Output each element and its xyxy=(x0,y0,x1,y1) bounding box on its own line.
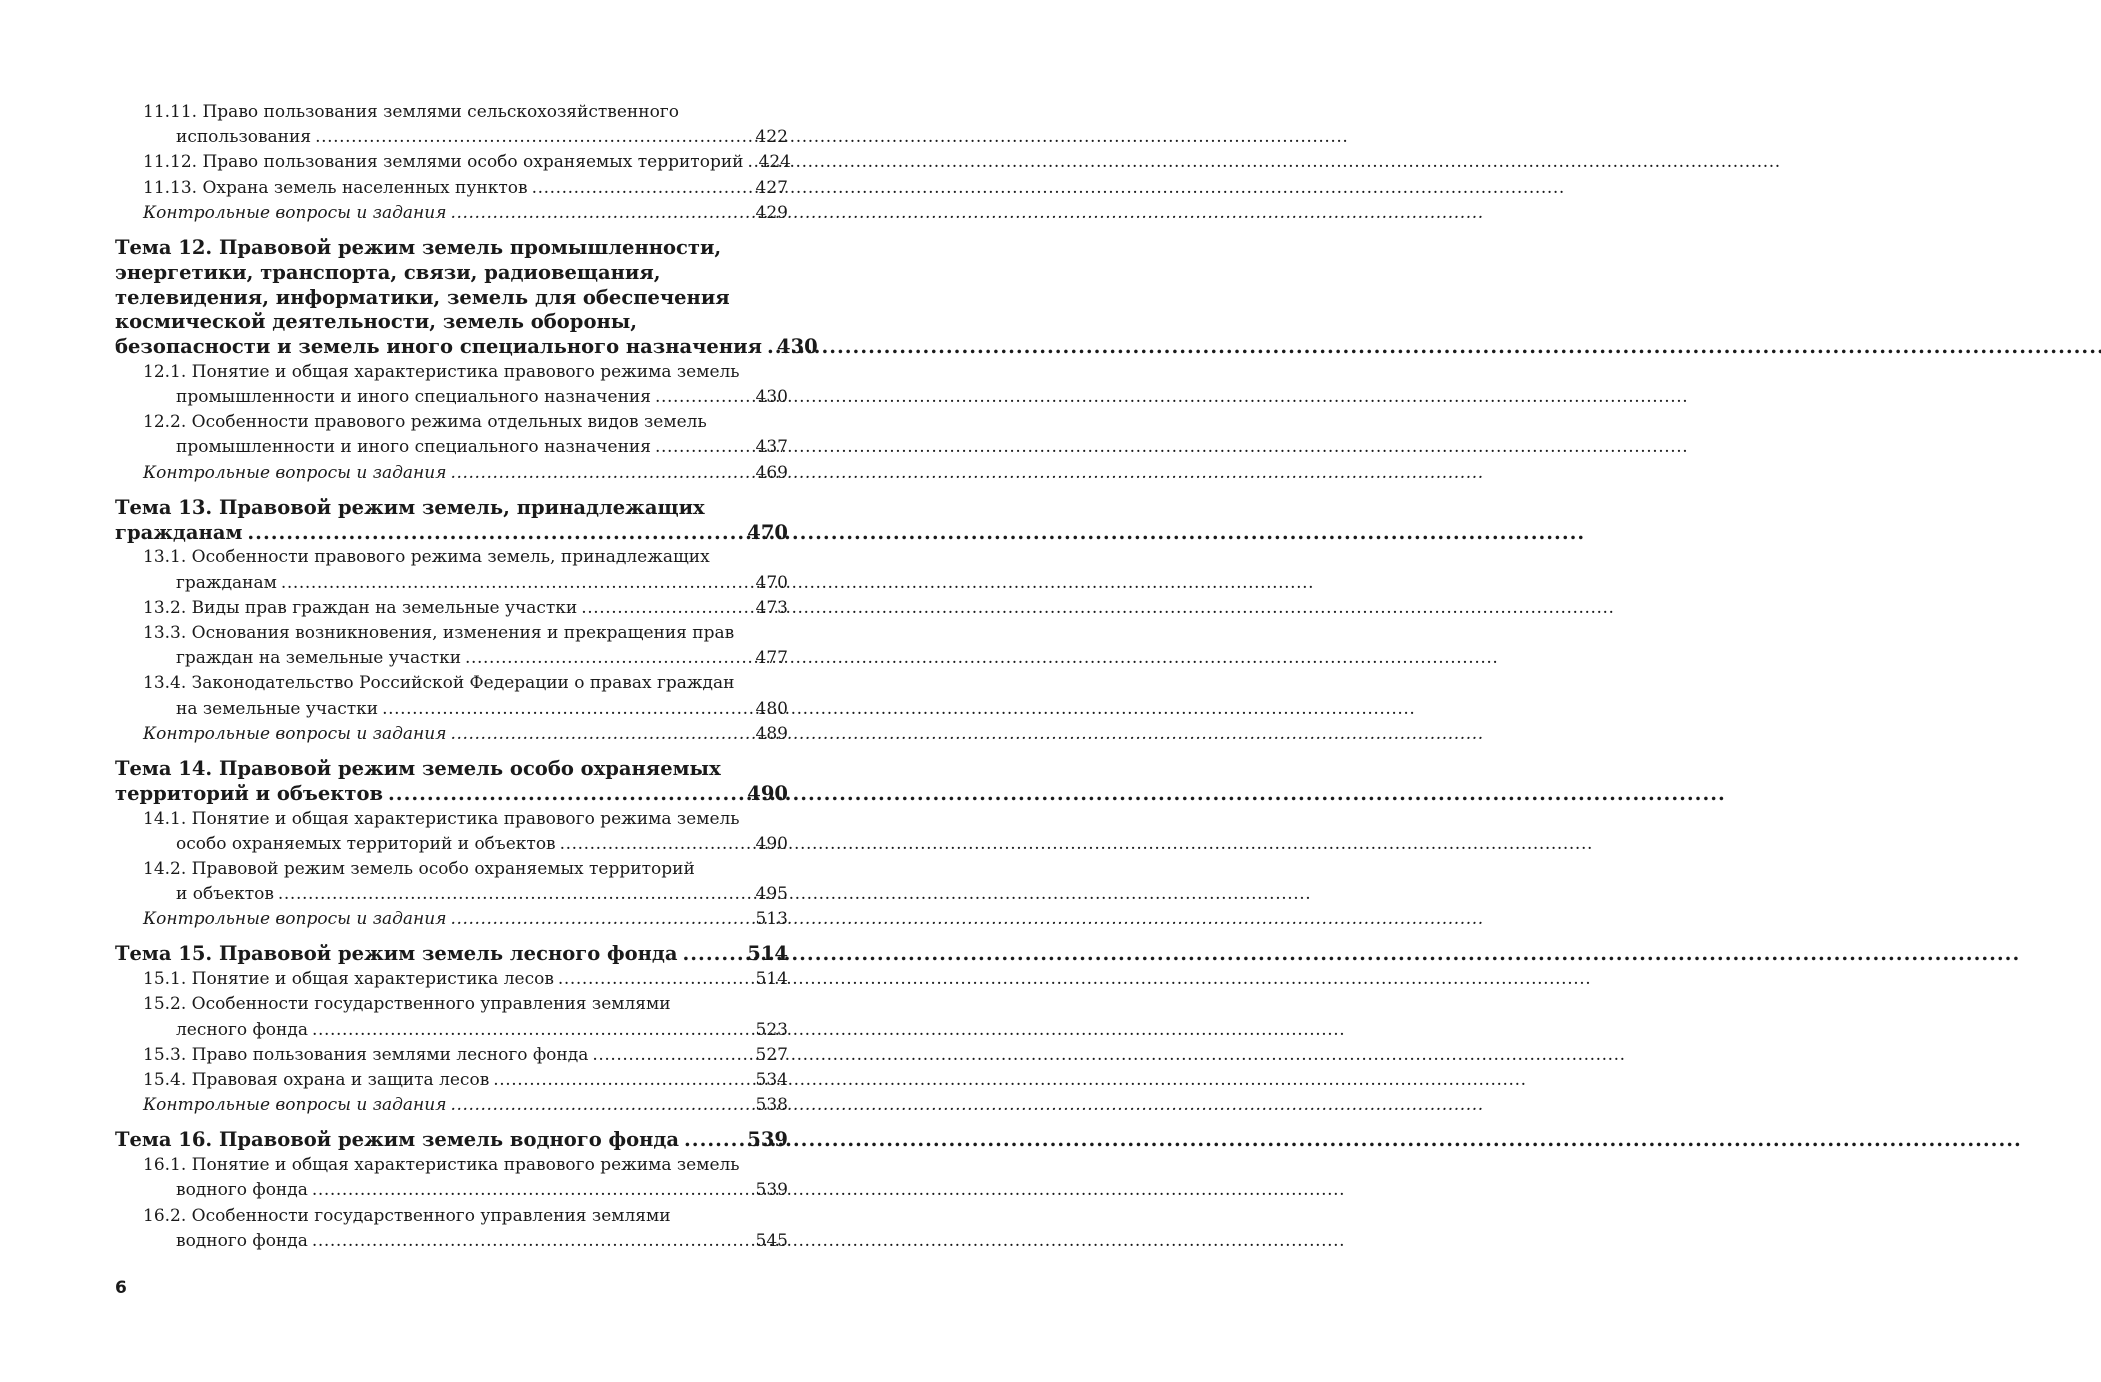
entry-title: Контрольные вопросы и задания xyxy=(143,909,447,930)
page-ref: 490 xyxy=(755,833,788,854)
toc-section-11-tail xyxy=(115,100,791,226)
topic-title: Тема 12. Правовой режим земель промышленности, xyxy=(115,235,722,259)
page-ref: 534 xyxy=(755,1070,788,1091)
topic-title-cont: энергетики, транспорта, связи, радиовещания, xyxy=(115,260,661,284)
toc-topic-15 xyxy=(115,942,788,1118)
leader-dots xyxy=(465,646,753,671)
entry-title-cont: и объектов xyxy=(176,884,274,905)
leader-dots xyxy=(312,1229,753,1254)
topic-heading-15[interactable] xyxy=(115,942,788,967)
toc-entry-11-13[interactable] xyxy=(143,176,788,201)
entry-title: 15.4. Правовая охрана и защита лесов xyxy=(143,1070,490,1091)
toc-entry-15-4[interactable] xyxy=(143,1068,788,1093)
toc-entry-15-2[interactable] xyxy=(143,992,788,1042)
entry-title: 16.1. Понятие и общая характеристика правового режима земель xyxy=(143,1155,740,1176)
topic-heading-13[interactable] xyxy=(115,496,788,546)
page-ref: 523 xyxy=(755,1019,788,1040)
entry-title: 13.4. Законодательство Российской Федерации о правах граждан xyxy=(143,673,735,694)
toc-control-questions-13[interactable] xyxy=(143,722,788,747)
topic-title-cont: территорий и объектов xyxy=(115,781,384,805)
page-ref: 539 xyxy=(755,1180,788,1201)
topic-title: Тема 15. Правовой режим земель лесного фонда xyxy=(115,942,678,966)
entry-title-cont: промышленности и иного специального назначения xyxy=(176,387,651,408)
page-ref: 489 xyxy=(755,723,788,744)
leader-dots xyxy=(247,521,745,546)
topic-heading-16[interactable] xyxy=(115,1128,788,1153)
toc-entry-13-1[interactable] xyxy=(143,545,788,595)
table-of-contents xyxy=(115,100,818,1264)
leader-dots xyxy=(684,1128,745,1153)
topic-title: Тема 13. Правовой режим земель, принадлежащих xyxy=(115,495,705,519)
topic-title-cont: телевидения, информатики, земель для обеспечения xyxy=(115,285,730,309)
toc-entry-16-2[interactable] xyxy=(143,1204,788,1254)
page-ref: 490 xyxy=(747,781,788,805)
entry-title: 13.2. Виды прав граждан на земельные участки xyxy=(143,597,578,618)
toc-topic-12 xyxy=(115,235,818,486)
topic-title-cont: безопасности и земель иного специального назначения xyxy=(115,335,762,359)
page-ref: 480 xyxy=(755,698,788,719)
entry-title-cont: гражданам xyxy=(176,572,277,593)
toc-entry-13-4[interactable] xyxy=(143,671,788,721)
entry-title: Контрольные вопросы и задания xyxy=(143,462,447,483)
toc-topic-13 xyxy=(115,496,788,747)
entry-title: 11.12. Право пользования землями особо охраняемых территорий xyxy=(143,152,744,173)
entry-title: Контрольные вопросы и задания xyxy=(143,1095,447,1116)
leader-dots xyxy=(532,176,753,201)
entry-title: 11.11. Право пользования землями сельскохозяйственного xyxy=(143,102,679,122)
topic-title-cont: гражданам xyxy=(115,520,243,544)
page-ref: 539 xyxy=(747,1128,788,1152)
toc-control-questions-15[interactable] xyxy=(143,1093,788,1118)
leader-dots xyxy=(655,435,753,460)
toc-entry-11-12[interactable] xyxy=(143,150,791,175)
leader-dots xyxy=(592,1043,752,1068)
page-ref: 538 xyxy=(755,1095,788,1116)
leader-dots xyxy=(281,571,753,596)
leader-dots xyxy=(558,967,753,992)
page-ref: 545 xyxy=(755,1230,788,1251)
entry-title-cont: использования xyxy=(176,127,312,148)
leader-dots xyxy=(382,697,752,722)
leader-dots xyxy=(493,1068,752,1093)
page-number: 6 xyxy=(115,1278,127,1298)
toc-entry-15-3[interactable] xyxy=(143,1043,788,1068)
leader-dots xyxy=(450,722,752,747)
leader-dots xyxy=(312,1178,753,1203)
entry-title: 13.3. Основания возникновения, изменения и прекращения прав xyxy=(143,623,735,644)
entry-title-cont: промышленности и иного специального назначения xyxy=(176,437,651,458)
leader-dots xyxy=(315,125,752,150)
toc-entry-14-1[interactable] xyxy=(143,807,788,857)
page-ref: 469 xyxy=(755,462,788,483)
leader-dots xyxy=(450,907,752,932)
toc-entry-12-1[interactable] xyxy=(143,360,788,410)
page-ref: 422 xyxy=(755,127,788,148)
page-ref: 430 xyxy=(755,387,788,408)
leader-dots xyxy=(748,150,756,175)
entry-title: 15.3. Право пользования землями лесного фонда xyxy=(143,1044,589,1065)
page-ref: 429 xyxy=(755,202,788,223)
topic-title: Тема 16. Правовой режим земель водного фонда xyxy=(115,1128,680,1152)
toc-entry-15-1[interactable] xyxy=(143,967,788,992)
entry-title: 16.2. Особенности государственного управления землями xyxy=(143,1205,671,1226)
page-ref: 470 xyxy=(747,520,788,544)
page-ref: 495 xyxy=(755,884,788,905)
page-ref: 514 xyxy=(747,942,788,966)
entry-title-cont: водного фонда xyxy=(176,1180,308,1201)
toc-control-questions-14[interactable] xyxy=(143,907,788,932)
entry-title: 14.1. Понятие и общая характеристика правового режима земель xyxy=(143,808,740,829)
toc-control-questions-12[interactable] xyxy=(143,461,788,486)
leader-dots xyxy=(278,882,753,907)
entry-title-cont: лесного фонда xyxy=(176,1019,308,1040)
page-ref: 427 xyxy=(755,177,788,198)
page-ref: 424 xyxy=(758,152,791,173)
leader-dots xyxy=(560,832,753,857)
toc-entry-12-2[interactable] xyxy=(143,410,788,460)
leader-dots xyxy=(581,596,752,621)
leader-dots xyxy=(767,335,775,360)
leader-dots xyxy=(450,461,752,486)
toc-topic-16 xyxy=(115,1128,788,1254)
page-ref: 437 xyxy=(755,437,788,458)
toc-entry-11-11[interactable] xyxy=(143,100,788,150)
page-ref: 430 xyxy=(777,335,818,359)
page-ref: 473 xyxy=(755,597,788,618)
entry-title: 14.2. Правовой режим земель особо охраняемых территорий xyxy=(143,858,695,879)
entry-title-cont: водного фонда xyxy=(176,1230,308,1251)
page-ref: 514 xyxy=(755,969,788,990)
leader-dots xyxy=(312,1018,753,1043)
entry-title: Контрольные вопросы и задания xyxy=(143,202,447,223)
leader-dots xyxy=(450,201,752,226)
entry-title: 15.1. Понятие и общая характеристика лесов xyxy=(143,969,554,990)
toc-entry-13-2[interactable] xyxy=(143,596,788,621)
toc-topic-14 xyxy=(115,757,788,933)
topic-title: Тема 14. Правовой режим земель особо охраняемых xyxy=(115,756,721,780)
toc-control-questions-11[interactable] xyxy=(143,201,788,226)
toc-entry-16-1[interactable] xyxy=(143,1153,788,1203)
entry-title: 13.1. Особенности правового режима земель, принадлежащих xyxy=(143,547,710,568)
toc-entry-13-3[interactable] xyxy=(143,621,788,671)
leader-dots xyxy=(682,942,745,967)
page-ref: 470 xyxy=(755,572,788,593)
topic-heading-14[interactable] xyxy=(115,757,788,807)
topic-heading-12[interactable] xyxy=(115,235,818,360)
leader-dots xyxy=(450,1093,752,1118)
page-ref: 477 xyxy=(755,648,788,669)
leader-dots xyxy=(388,782,745,807)
entry-title: 11.13. Охрана земель населенных пунктов xyxy=(143,177,528,198)
entry-title: 12.2. Особенности правового режима отдельных видов земель xyxy=(143,412,707,433)
entry-title-cont: граждан на земельные участки xyxy=(176,648,462,669)
entry-title: Контрольные вопросы и задания xyxy=(143,723,447,744)
entry-title: 12.1. Понятие и общая характеристика правового режима земель xyxy=(143,361,740,382)
page-ref: 513 xyxy=(755,909,788,930)
toc-entry-14-2[interactable] xyxy=(143,857,788,907)
entry-title-cont: особо охраняемых территорий и объектов xyxy=(176,833,556,854)
entry-title-cont: на земельные участки xyxy=(176,698,379,719)
leader-dots xyxy=(655,385,753,410)
entry-title: 15.2. Особенности государственного управления землями xyxy=(143,994,671,1015)
topic-title-cont: космической деятельности, земель обороны, xyxy=(115,310,638,334)
page-ref: 527 xyxy=(755,1044,788,1065)
